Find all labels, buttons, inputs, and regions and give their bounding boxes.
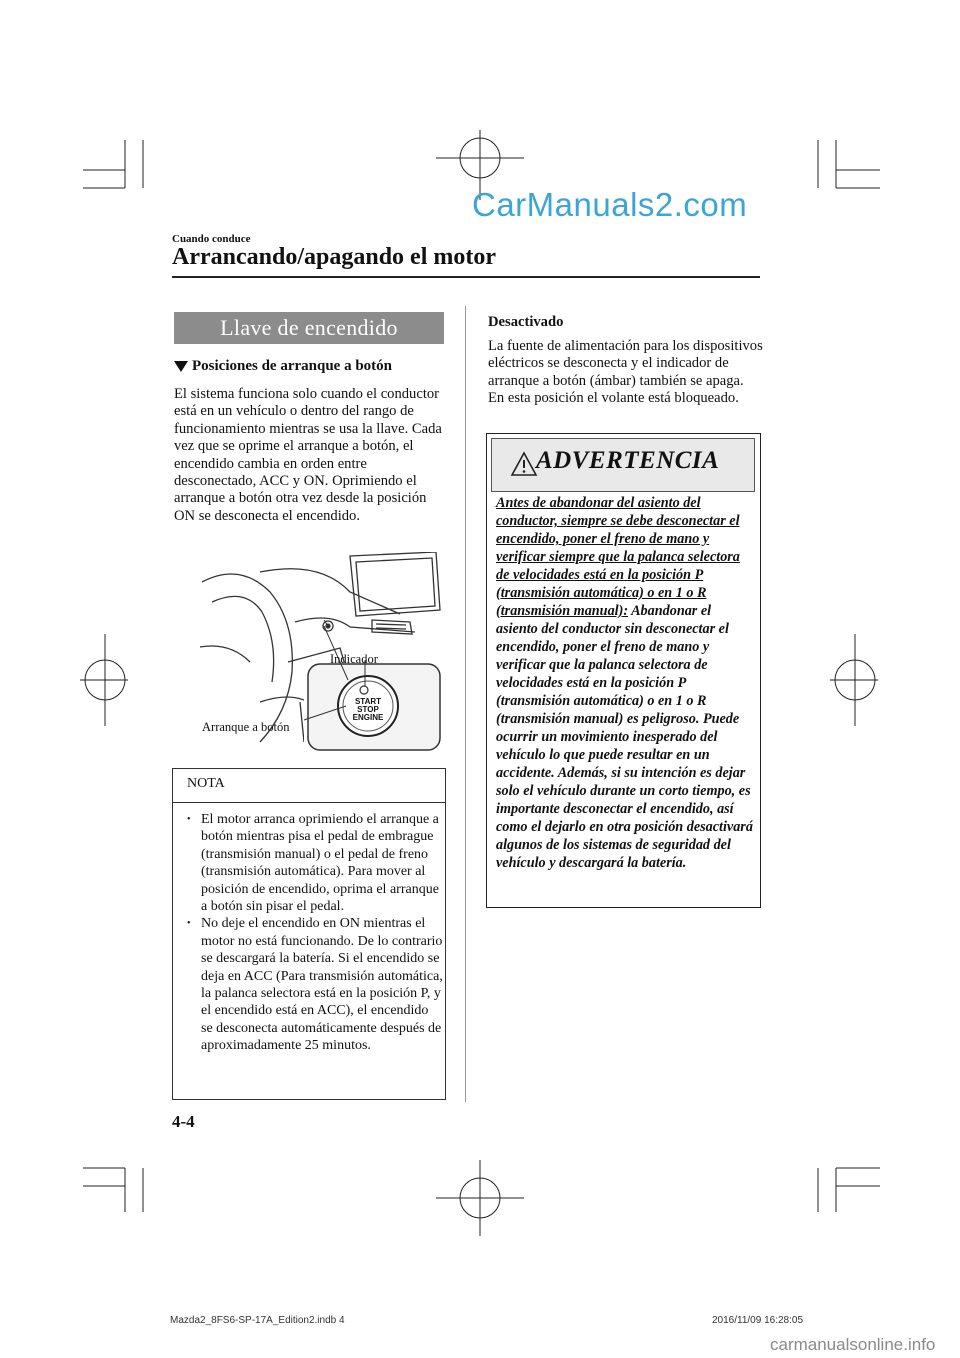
desactivado-paragraph-1: La fuente de alimentación para los dispositivos eléctricos se desconecta y el indicador de arranque a botón (ámbar) también se apaga. [488, 338, 763, 389]
page-number: 4-4 [172, 1112, 195, 1131]
note-box [172, 768, 446, 1100]
desactivado-text [488, 338, 763, 408]
button-text-start: START [354, 697, 382, 706]
triangle-bullet-icon [174, 361, 188, 372]
warning-triangle-icon [510, 451, 538, 477]
button-text-engine: ENGINE [352, 713, 384, 722]
note-divider [173, 802, 445, 803]
footer-file: Mazda2_8FS6-SP-17A_Edition2.indb 4 [170, 1315, 345, 1326]
subheading [174, 358, 392, 375]
label-start-button: Arranque a botón [202, 720, 290, 734]
button-text [350, 698, 386, 722]
bottom-watermark: carmanualsonline.info [770, 1335, 936, 1354]
note-list [181, 811, 443, 1055]
section-label: Cuando conduce [172, 233, 251, 245]
footer-date: 2016/11/09 16:28:05 [712, 1315, 804, 1326]
button-text-stop: STOP [357, 705, 379, 714]
warning-text [496, 494, 756, 872]
note-item: • No deje el encendido en ON mientras el motor no está funcionando. De lo contrario se descargará la batería. Si el encendido se deja en ACC (Para transmisión automática, la palanca selectora está en la posición P, y el encendido está en ACC), el encendido se desconecta automáticamente después de aproximadamente 25 minutos. [181, 915, 443, 1054]
desactivado-paragraph-2: En esta posición el volante está bloqueado. [488, 390, 739, 407]
warning-header [491, 438, 755, 492]
subheading-text: Posiciones de arranque a botón [192, 358, 393, 374]
warning-box [486, 433, 761, 908]
start-button-figure [200, 552, 444, 752]
note-item: • El motor arranca oprimiendo el arranque a botón mientras pisa el pedal de embrague (transmisión manual) o el pedal de freno (transmisión automática). Para mover al posición de encendido, oprima el arranque a botón sin pisar el pedal. [181, 811, 443, 915]
intro-paragraph: El sistema funciona solo cuando el conductor está en un vehículo o dentro del rango de funcionamiento mientras se usa la llave. Cada vez que se oprime el arranque a botón, el encendido cambia en orden entre desconectado, ACC y ON. Oprimiendo el arranque a botón otra vez desde la posición ON se desconecta el encendido. [174, 386, 442, 524]
label-indicator: Indicador [330, 652, 378, 666]
desactivado-heading: Desactivado [488, 314, 564, 330]
page-title: Arrancando/apagando el motor [172, 244, 496, 270]
note-title: NOTA [187, 776, 225, 791]
column-divider [465, 306, 466, 1102]
watermark: CarManuals2.com [472, 186, 748, 223]
header-rule [172, 276, 760, 278]
warning-body: Abandonar el asiento del conductor sin desconectar el encendido, poner el freno de mano y verificar que la palanca selectora de velocidades está en la posición P (transmisión automática) o en 1 o R (transmisión manual) es peligroso. Puede ocurrir un movimiento inesperado del vehículo lo que puede resultar en un accidente. Además, si su intención es dejar solo el vehículo durante un corto tiempo, es importante desconectar el encendido, así como el dejarlo en otra posición desactivará algunos de los sistemas de seguridad del vehículo y descargará la batería. [496, 603, 753, 871]
warning-title: ADVERTENCIA [536, 447, 720, 474]
warning-underlined: Antes de abandonar del asiento del conductor, siempre se debe desconectar el encendido, poner el freno de mano y verificar siempre que la palanca selectora de velocidades está en la posición P (transmisión automática) o en 1 o R (transmisión manual): [496, 495, 740, 619]
section-banner: Llave de encendido [174, 312, 444, 344]
